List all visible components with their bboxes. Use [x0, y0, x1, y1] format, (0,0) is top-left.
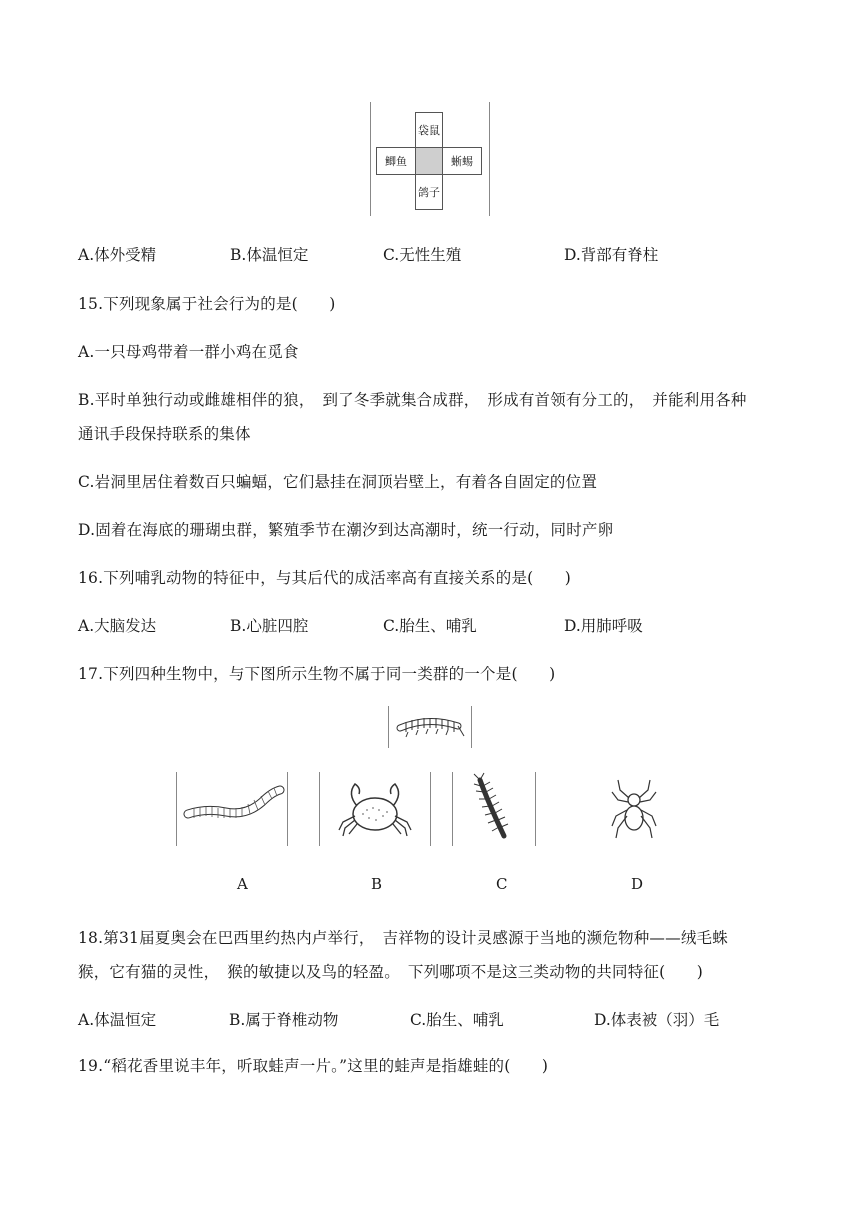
- q19-stem: 19.“稻花香里说丰年，听取蛙声一片。”这里的蛙声是指雄蛙的( ): [78, 1057, 549, 1075]
- q14-option-a: A.体外受精: [78, 246, 157, 264]
- q16-stem: 16.下列哺乳动物的特征中，与其后代的成活率高有直接关系的是( ): [78, 569, 572, 587]
- q18-stem-line2: 猴，它有猫的灵性， 猴的敏捷以及鸟的轻盈。 下列哪项不是这三类动物的共同特征( ): [78, 963, 703, 981]
- cross-bottom-cell: 鸽子: [415, 174, 443, 210]
- option-label-b: B: [371, 875, 383, 893]
- q18-option-d: D.体表被（羽）毛: [594, 1011, 720, 1029]
- q15-option-a: A.一只母鸡带着一群小鸡在觅食: [78, 343, 299, 361]
- reference-organism-figure: [388, 706, 472, 748]
- classification-cross-figure: [370, 102, 490, 216]
- crab-illustration: [319, 772, 431, 846]
- q14-option-c: C.无性生殖: [383, 246, 462, 264]
- q15-option-d: D.固着在海底的珊瑚虫群，繁殖季节在潮汐到达高潮时，统一行动，同时产卵: [78, 521, 614, 539]
- cross-left-cell: 鲫鱼: [376, 147, 416, 175]
- centipede-illustration: [452, 772, 536, 846]
- q18-option-b: B.属于脊椎动物: [229, 1011, 339, 1029]
- option-label-d: D: [631, 875, 644, 893]
- spider-figure: [580, 772, 690, 846]
- q14-option-b: B.体温恒定: [230, 246, 309, 264]
- q16-option-d: D.用肺呼吸: [564, 617, 643, 635]
- cross-center-cell: [415, 147, 443, 175]
- q15-option-b-line1: B.平时单独行动或雌雄相伴的狼， 到了冬季就集合成群， 形成有首领有分工的， 并能利用各种: [78, 391, 747, 409]
- q14-option-d: D.背部有脊柱: [564, 246, 659, 264]
- q18-option-c: C.胎生、哺乳: [410, 1011, 504, 1029]
- q15-option-b-line2: 通讯手段保持联系的集体: [78, 425, 251, 443]
- q15-option-c: C.岩洞里居住着数百只蝙蝠，它们悬挂在洞顶岩壁上，有着各自固定的位置: [78, 473, 598, 491]
- q15-stem: 15.下列现象属于社会行为的是( ): [78, 295, 336, 313]
- q16-option-b: B.心脏四腔: [230, 617, 309, 635]
- cross-right-cell: 蜥蜴: [442, 147, 482, 175]
- larva-illustration: [388, 706, 472, 748]
- spider-illustration: [580, 772, 690, 846]
- option-label-c: C: [496, 875, 508, 893]
- q16-option-a: A.大脑发达: [78, 617, 157, 635]
- centipede-figure: [452, 772, 536, 846]
- q18-option-a: A.体温恒定: [78, 1011, 157, 1029]
- q18-stem-line1: 18.第31届夏奥会在巴西里约热内卢举行， 吉祥物的设计灵感源于当地的濒危物种——绒毛蛛: [78, 929, 728, 947]
- cross-top-cell: 袋鼠: [415, 112, 443, 148]
- figure-border-left: [370, 102, 371, 216]
- q17-stem: 17.下列四种生物中，与下图所示生物不属于同一类群的一个是( ): [78, 665, 556, 683]
- crab-figure: [319, 772, 431, 846]
- option-label-a: A: [237, 875, 248, 893]
- earthworm-figure: [176, 772, 288, 846]
- q16-option-c: C.胎生、哺乳: [383, 617, 477, 635]
- figure-border-right: [489, 102, 490, 216]
- earthworm-illustration: [176, 772, 288, 846]
